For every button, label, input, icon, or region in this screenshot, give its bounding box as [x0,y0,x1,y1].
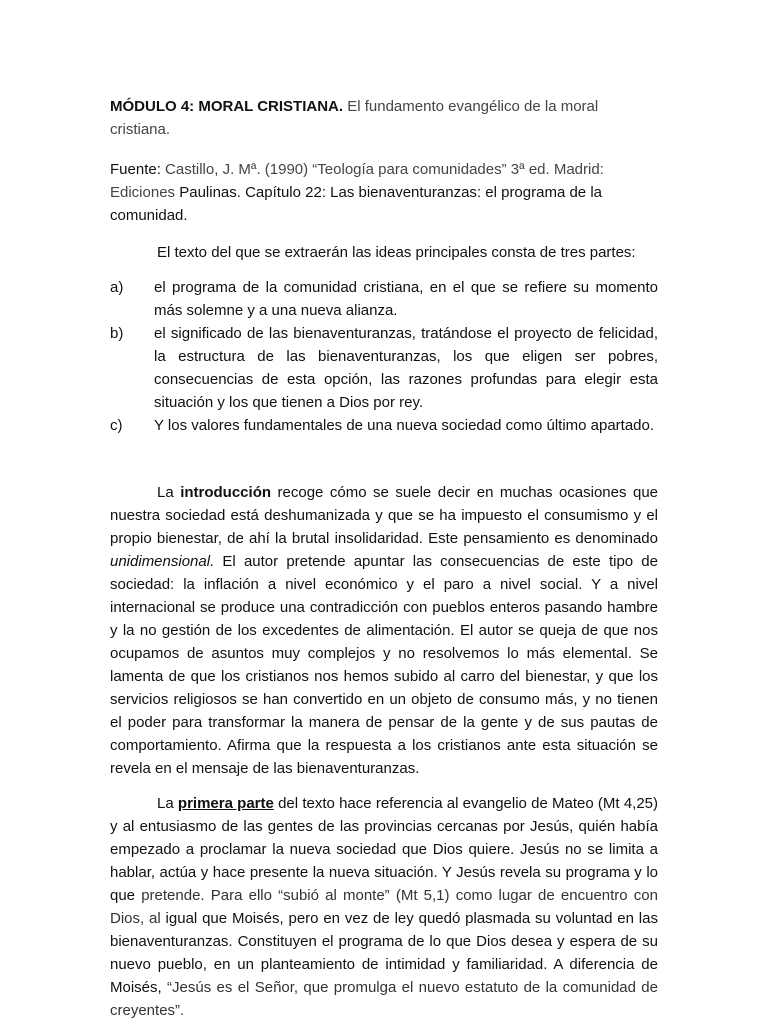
list-item-text: el significado de las bienaventuranzas, tratándose el proyecto de felicidad, la estructura de las bienaventuranzas, los que eligen ser pobres, consecuencias de esta opción, las razones profundas para elegir esta situación y los que tienen a Dios por rey. [154,325,658,411]
first-part-paragraph [110,792,658,1022]
first-part-term: primera parte [177,795,274,812]
paragraph-text: El autor pretende apuntar las consecuencias de este tipo de sociedad: la inflación a nivel económico y el paro a nivel social. Y a nivel internacional se produce una contradicción con pueblos enteros pasando hambre y la no gestión de los excedentes de alimentación. El autor se queja de que nos ocupamos de asuntos muy complejos y no resolvemos lo más elemental. Se lamenta de que los cristianos nos hemos subido al carro del bienestar, y que los servicios religiosos se han convertido en un objeto de consumo más, y no tienen el poder para transformar la manera de pensar de la gente y de sus pautas de comportamiento. Afirma que la respuesta a los cristianos ante esta situación se revela en el mensaje de las bienaventuranzas. [110,553,658,777]
paragraph-text: recoge cómo se suele decir en muchas ocasiones que nuestra sociedad está deshumanizada y que se ha impuesto el consumismo y el propio bienestar, de ahí la brutal insolidaridad. Este pensamiento es denominado [110,484,659,547]
paragraph-text: pretende. Para ello “subió al monte” (Mt 5,1) como lugar de encuentro con Dios, al [110,887,658,927]
list-item-text: el programa de la comunidad cristiana, en el que se refiere su momento más solemne y a una nueva alianza. [154,279,658,319]
module-subtitle: El fundamento evangélico de la moral cristiana. [110,98,599,138]
list-marker: a) [110,279,124,296]
paragraph-lead: La [157,484,174,501]
paragraph-text: del texto hace referencia al evangelio de Mateo (Mt 4,25) y al entusiasmo de las gentes de las provincias cercanas por Jesús, quién había empezado a proclamar la nueva sociedad que Dios quiere. Jesús no se limita a hablar, actúa y hace presente la nueva situación. Y Jesús revela su programa y lo que [110,795,659,904]
document-heading [110,95,658,141]
list-item [110,414,658,437]
introduction-term: introducción [180,484,272,501]
source-reference: Castillo, J. Mª. (1990) “Teología para comunidades” 3ª ed. Madrid: Ediciones [110,161,604,201]
source-citation [110,158,658,227]
paragraph-lead: La [157,795,174,812]
section-spacer [110,437,658,481]
quoted-text: “Jesús es el Señor, que promulga el nuevo estatuto de la comunidad de creyentes”. [110,979,658,1019]
module-title: MÓDULO 4: MORAL CRISTIANA. [110,98,344,115]
list-item [110,276,658,322]
paragraph-text: igual que Moisés, pero en vez de ley quedó plasmada su voluntad en las bienaventuranzas. Constituyen el programa de lo que Dios desea y espera de su nuevo pueblo, en un planteamiento de intimidad y familiaridad. A diferencia de Moisés, [110,910,658,996]
source-label: Fuente: [110,161,161,178]
parts-intro: El texto del que se extraerán las ideas principales consta de tres partes: [157,244,636,261]
list-item [110,322,658,414]
introduction-paragraph [110,481,658,780]
list-marker: b) [110,325,124,342]
list-item-text: Y los valores fundamentales de una nueva sociedad como último apartado. [154,417,655,434]
list-marker: c) [110,417,123,434]
italic-term: unidimensional. [110,553,215,570]
parts-list [110,276,658,437]
source-continuation: Paulinas. Capítulo 22: Las bienaventuranzas: el programa de la comunidad. [110,184,602,224]
